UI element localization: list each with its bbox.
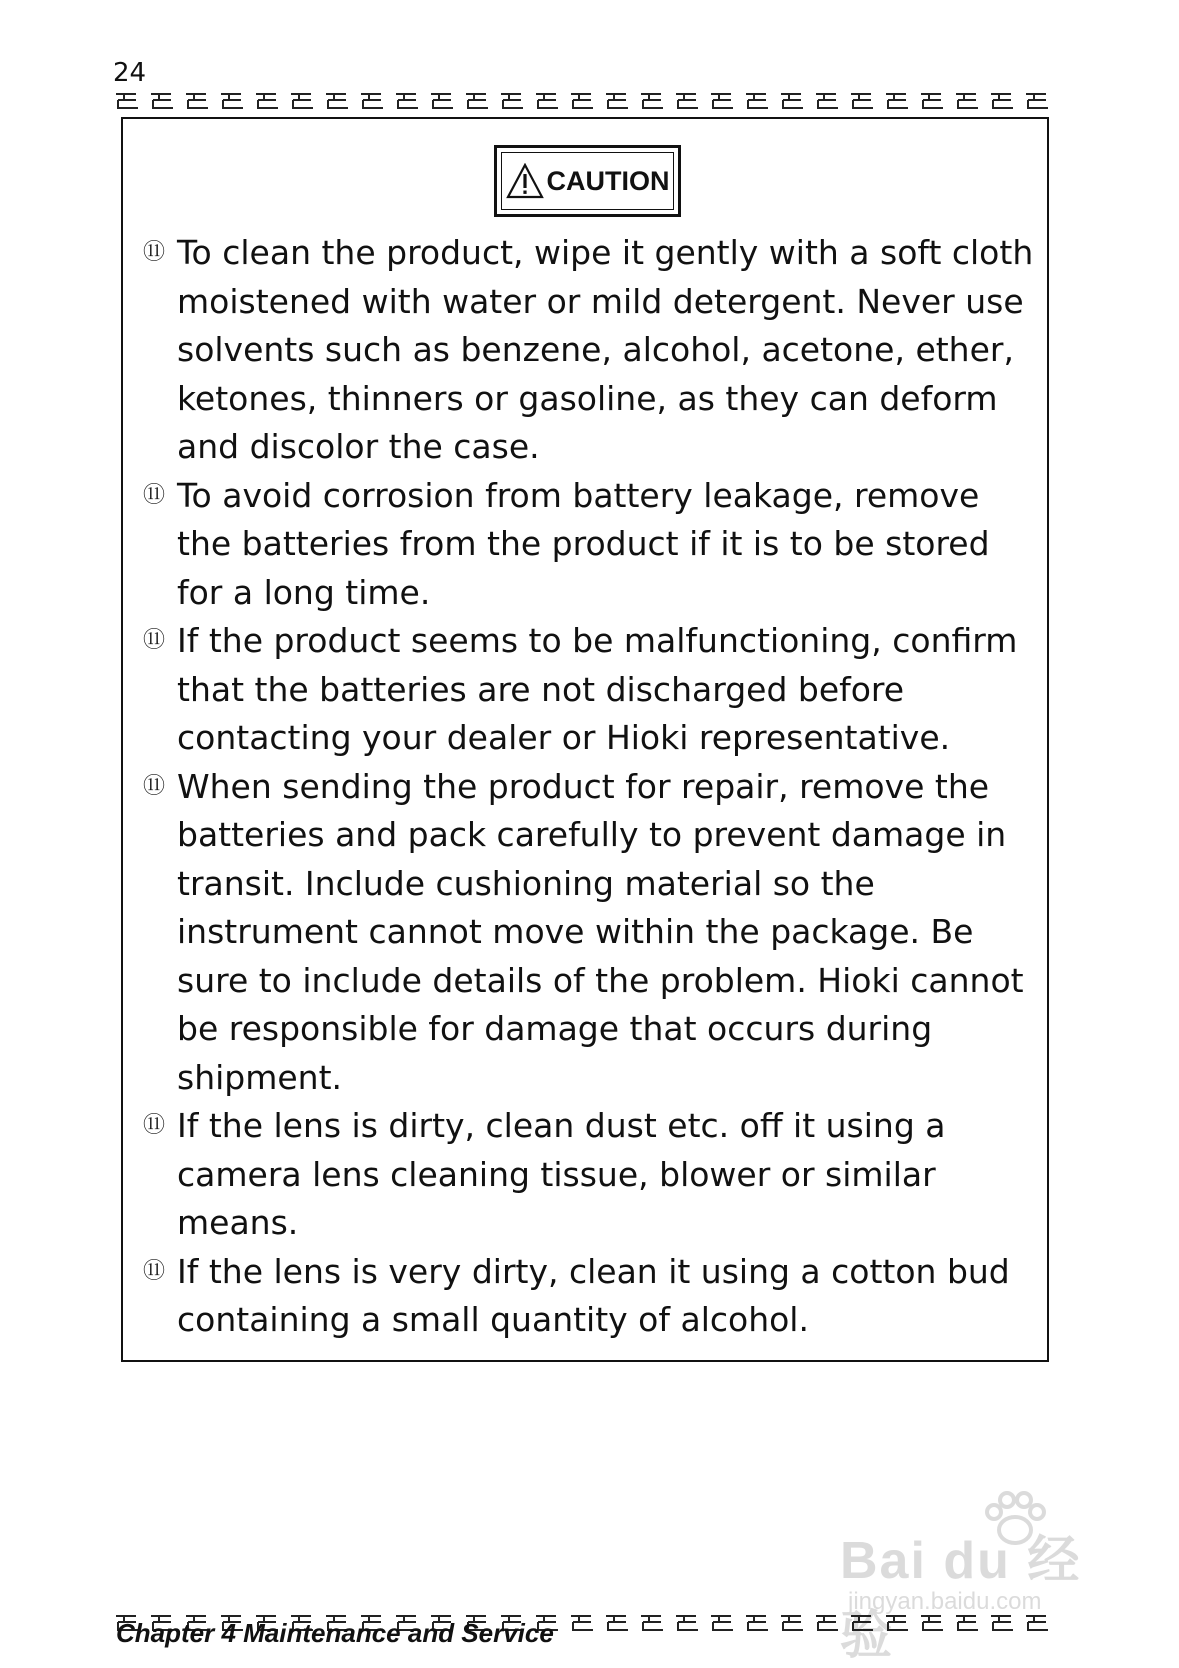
item-text: To clean the product, wipe it gently with a soft cloth moistened with water or mild detergent. Never use solvents such as benzene, alcohol, acetone, ether, ketones, thinners or gasoline, as they can deform and discolor the case.: [177, 233, 1034, 466]
bullet-marker: ⑪: [143, 1113, 164, 1138]
border-ornament: [711, 94, 733, 108]
border-ornament: [361, 94, 383, 108]
border-ornament: [536, 94, 558, 108]
list-item: [143, 229, 1043, 472]
bullet-marker: ⑪: [143, 1258, 164, 1284]
caution-list: [143, 229, 1043, 1345]
watermark-brand: Bai du 经验: [840, 1532, 1082, 1665]
border-ornament: [116, 94, 138, 108]
list-item: [143, 1102, 1043, 1248]
border-ornament: [606, 1616, 628, 1630]
border-ornament: [641, 94, 663, 108]
caution-label: [494, 145, 681, 217]
border-ornament: [1026, 94, 1048, 108]
list-item: [143, 472, 1043, 618]
list-item: [143, 617, 1043, 763]
watermark-url: jingyan.baidu.com: [848, 1588, 1042, 1615]
warning-triangle-icon: [506, 163, 544, 199]
border-ornament: [816, 1616, 838, 1630]
caution-box: [121, 117, 1049, 1362]
item-text: When sending the product for repair, remove the batteries and pack carefully to prevent damage in transit. Include cushioning material so the instrument cannot move within the package. Be sure to include details of the problem. Hioki cannot be responsible for damage that occurs during shipment.: [177, 766, 1024, 1097]
bullet-marker: ⑪: [143, 628, 164, 653]
border-ornament: [746, 94, 768, 108]
bullet-marker: ⑪: [143, 240, 164, 265]
border-ornament: [956, 1616, 978, 1630]
border-ornament: [221, 94, 243, 108]
chapter-footer: Chapter 4 Maintenance and Service: [116, 1618, 554, 1648]
border-ornament: [431, 94, 453, 108]
border-ornament: [676, 1616, 698, 1630]
border-ornament: [851, 94, 873, 108]
bullet-marker: ⑪: [143, 482, 164, 508]
border-ornament: [746, 1616, 768, 1630]
border-ornament: [501, 94, 523, 108]
item-text: If the lens is dirty, clean dust etc. off it using a camera lens cleaning tissue, blower or similar means.: [177, 1106, 946, 1242]
baidu-watermark: [840, 1490, 1120, 1665]
border-ornament: [711, 1616, 733, 1630]
border-ornament: [781, 1616, 803, 1630]
bullet-marker: ⑪: [143, 773, 164, 799]
border-ornament: [396, 94, 418, 108]
border-ornament: [676, 94, 698, 108]
border-ornament: [291, 94, 313, 108]
item-text: To avoid corrosion from battery leakage, remove the batteries from the product if it is to be stored for a long time.: [177, 475, 990, 612]
border-ornament: [186, 94, 208, 108]
page-number: 24: [113, 58, 147, 88]
border-ornament: [641, 1616, 663, 1630]
border-ornament: [991, 94, 1013, 108]
border-ornament: [851, 1616, 873, 1630]
border-ornament: [886, 94, 908, 108]
item-text: If the lens is very dirty, clean it using a cotton bud containing a small quantity of alcohol.: [177, 1251, 1010, 1339]
border-ornament: [326, 94, 348, 108]
border-ornament: [956, 94, 978, 108]
caution-title: CAUTION: [546, 165, 670, 196]
list-item: [143, 1248, 1043, 1345]
border-ornament: [816, 94, 838, 108]
item-text: If the product seems to be malfunctioning, confirm that the batteries are not discharged before contacting your dealer or Hioki representative.: [177, 621, 1018, 757]
border-ornament: [466, 94, 488, 108]
border-ornament: [571, 1616, 593, 1630]
border-ornament: [781, 94, 803, 108]
list-item: [143, 763, 1043, 1103]
border-ornament: [921, 94, 943, 108]
border-ornament: [991, 1616, 1013, 1630]
border-ornament: [886, 1616, 908, 1630]
border-ornament: [1026, 1616, 1048, 1630]
border-ornament: [256, 94, 278, 108]
border-ornament: [606, 94, 628, 108]
border-ornament: [571, 94, 593, 108]
border-ornament: [921, 1616, 943, 1630]
decorative-border-top: [110, 88, 1070, 112]
border-ornament: [151, 94, 173, 108]
